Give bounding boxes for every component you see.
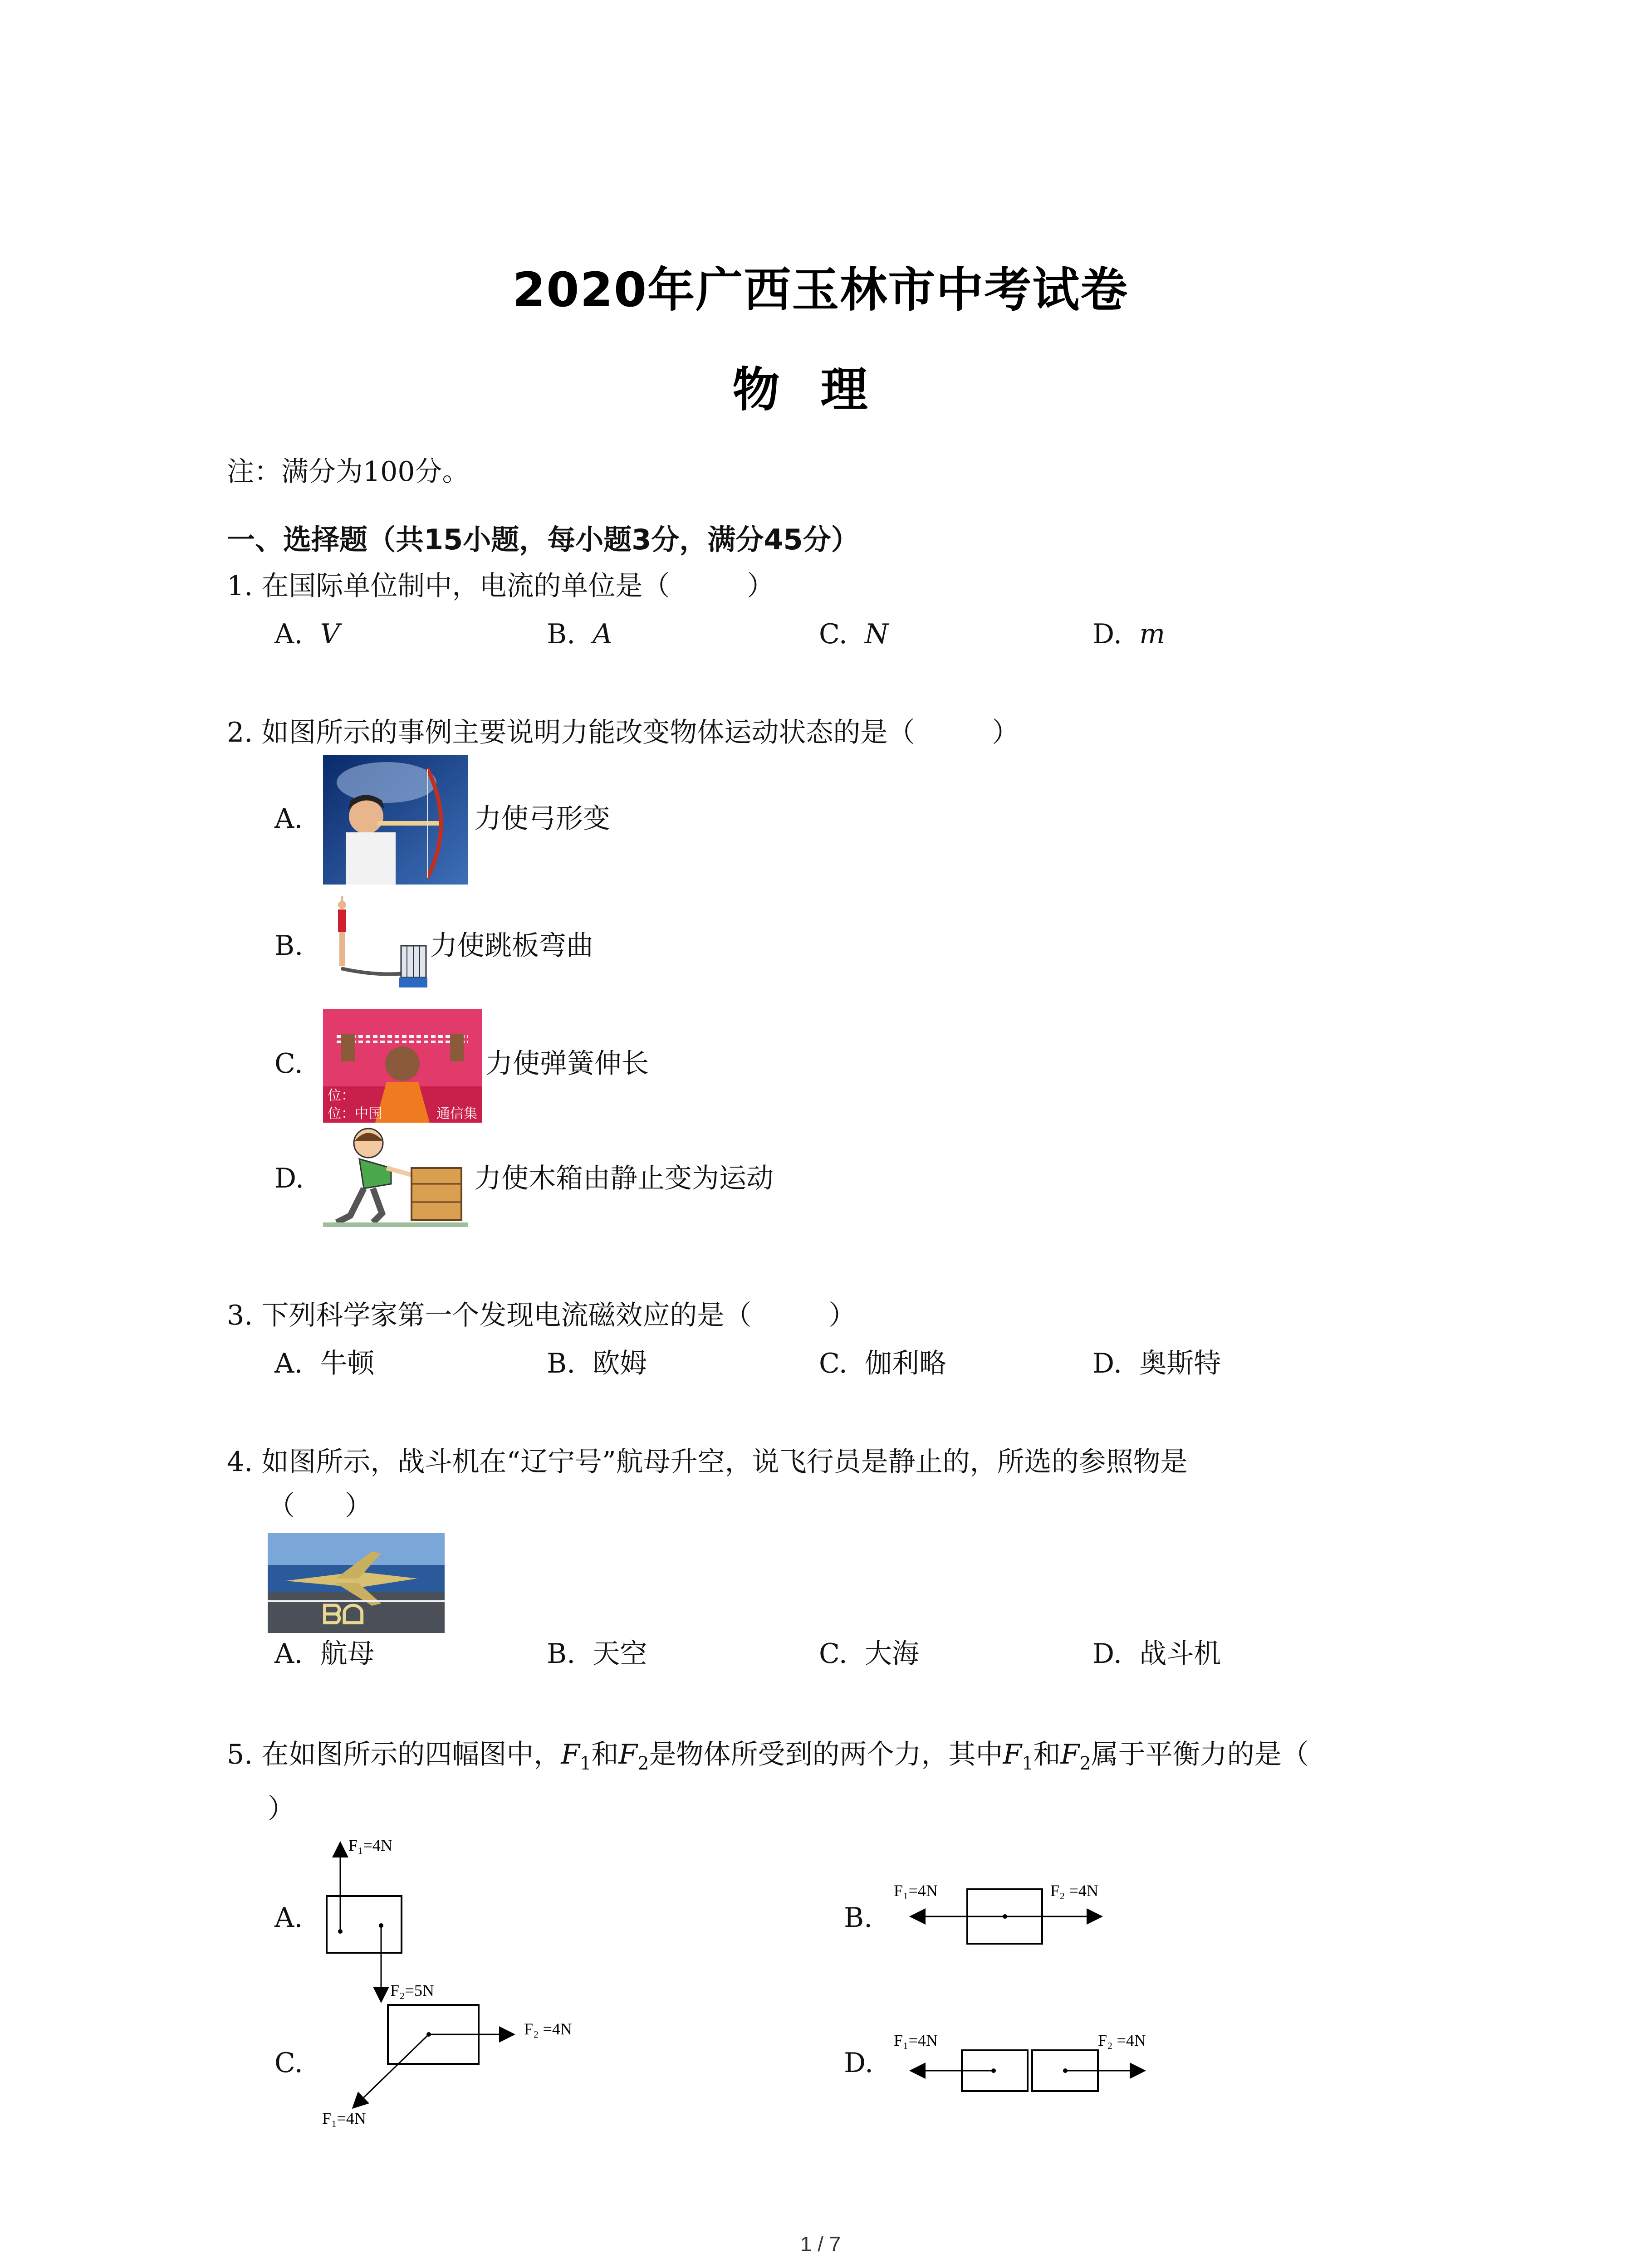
question-5: 5. 在如图所示的四幅图中，$F_1$和$F_2$是物体所受到的两个力，其中$F_1$和$F_2$属于平衡力的是（ [227, 1739, 1309, 1774]
q4-option-c[interactable]: C. 大海 [819, 1638, 919, 1670]
force-label: F₁=4N [348, 1836, 392, 1854]
svg-text:ᗷᗝ: ᗷᗝ [322, 1600, 365, 1630]
q5-diagram-a [313, 1833, 449, 2014]
q2-option-b-label[interactable]: B. [274, 930, 304, 962]
question-5-close: ） [268, 1793, 295, 1825]
q2-option-c-text: 力使弹簧伸长 [485, 1048, 649, 1080]
force-label: F₂ =4N [1050, 1882, 1098, 1900]
q3-option-c[interactable]: C. 伽利略 [819, 1348, 946, 1379]
fighter-jet-image [268, 1533, 445, 1633]
question-1: 1. 在国际单位制中，电流的单位是（ ） [227, 570, 774, 602]
force-label: F₁=4N [894, 1882, 938, 1900]
q3-option-d[interactable]: D. 奥斯特 [1092, 1348, 1221, 1379]
q2-option-a-label[interactable]: A. [274, 803, 303, 835]
question-4: 4. 如图所示，战斗机在“辽宁号”航母升空，说飞行员是静止的，所选的参照物是 [227, 1446, 1188, 1478]
q1-option-d[interactable]: D. m [1092, 618, 1166, 650]
archer-image [323, 755, 468, 885]
force-label: F₂ =4N [524, 2020, 572, 2038]
diving-board-image [323, 896, 427, 991]
q2-option-d-text: 力使木箱由静止变为运动 [474, 1163, 774, 1194]
q5-option-c-label[interactable]: C. [274, 2047, 303, 2079]
q4-option-a[interactable]: A. 航母 [274, 1638, 375, 1670]
q4-option-d[interactable]: D. 战斗机 [1092, 1638, 1221, 1670]
force-label: F₁=4N [322, 2109, 366, 2127]
question-4-paren: （ ） [268, 1490, 372, 1522]
q5-diagram-b [885, 1869, 1139, 1960]
svg-text:位：: 位： [328, 1088, 355, 1103]
section-title: 一、选择题（共15小题，每小题3分，满分45分） [227, 523, 859, 556]
q5-option-d-label[interactable]: D. [844, 2047, 874, 2079]
question-text: 在国际单位制中，电流的单位是（ [261, 570, 670, 602]
q3-option-a[interactable]: A. 牛顿 [274, 1348, 375, 1379]
q2-option-a-text: 力使弓形变 [474, 803, 610, 835]
q5-option-a-label[interactable]: A. [274, 1902, 303, 1934]
pushing-box-image [323, 1125, 468, 1234]
page-number: 1 / 7 [800, 2232, 841, 2256]
svg-text:通信集: 通信集 [436, 1106, 477, 1121]
q2-option-c-label[interactable]: C. [274, 1048, 303, 1080]
question-3: 3. 下列科学家第一个发现电流磁效应的是（ ） [227, 1300, 856, 1331]
q2-option-d-label[interactable]: D. [274, 1163, 304, 1194]
subject-title: 物理 [732, 362, 909, 417]
score-note: 注：满分为100分。 [227, 456, 470, 488]
q4-option-b[interactable]: B. 天空 [547, 1638, 647, 1670]
q1-option-b[interactable]: B. A [547, 618, 612, 650]
q3-option-b[interactable]: B. 欧姆 [547, 1348, 647, 1379]
exam-title: 2020年广西玉林市中考试卷 [512, 262, 1129, 318]
force-label: F₁=4N [894, 2031, 938, 2049]
svg-text:位：中国: 位：中国 [328, 1106, 382, 1121]
q5-diagram-d [885, 2023, 1166, 2105]
q1-option-c[interactable]: C. N [819, 618, 889, 650]
q2-option-b-text: 力使跳板弯曲 [430, 930, 593, 962]
question-number: 1. [227, 570, 253, 602]
force-label: F₂=5N [390, 1981, 434, 1999]
spring-image [323, 1009, 482, 1123]
force-label: F₂ =4N [1098, 2031, 1146, 2049]
q5-option-b-label[interactable]: B. [844, 1902, 873, 1934]
q1-option-a[interactable]: A. V [274, 618, 340, 650]
q5-diagram-c [313, 1996, 612, 2127]
question-2: 2. 如图所示的事例主要说明力能改变物体运动状态的是（ ） [227, 717, 1019, 748]
